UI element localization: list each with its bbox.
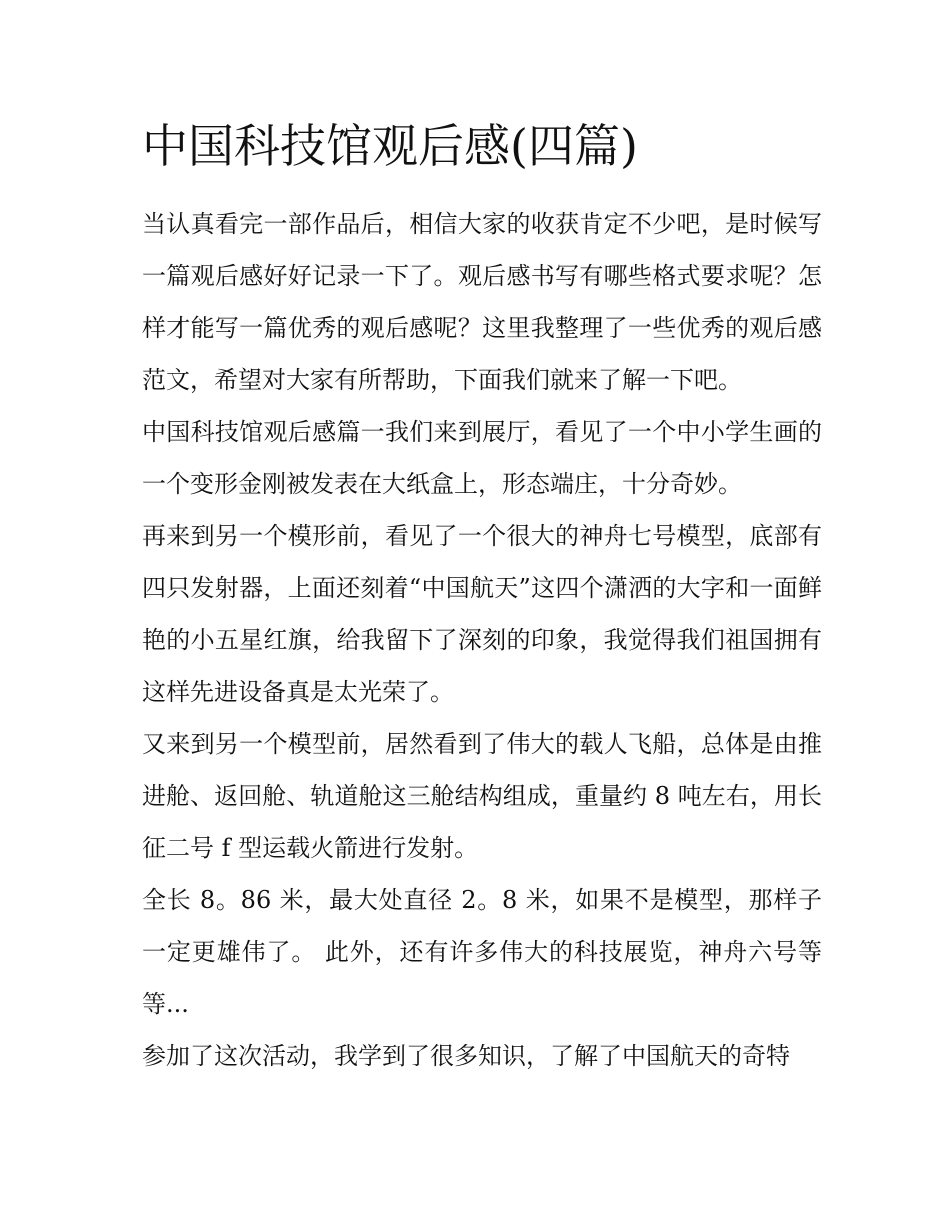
paragraph-5: 参加了这次活动，我学到了很多知识，了解了中国航天的奇特 xyxy=(142,1042,790,1070)
paragraph-4: 全长 8。86 米，最大处直径 2。8 米，如果不是模型，那样子一定更雄伟了。 此外，还有许多伟大的科技展览，神舟六号等等... xyxy=(142,886,822,1018)
document-title: 中国科技馆观后感(四篇) xyxy=(142,119,638,173)
paragraph-1: 中国科技馆观后感篇一我们来到展厅，看见了一个中小学生画的一个变形金刚被发表在大纸盒上，形态端庄，十分奇妙。 xyxy=(142,418,822,498)
paragraph-intro: 当认真看完一部作品后，相信大家的收获肯定不少吧，是时候写一篇观后感好好记录一下了。观后感书写有哪些格式要求呢？怎样才能写一篇优秀的观后感呢？这里我整理了一些优秀的观后感范文，希望对大家有所帮助，下面我们就来了解一下吧。 xyxy=(142,210,822,394)
paragraph-2: 再来到另一个模形前，看见了一个很大的神舟七号模型，底部有四只发射器，上面还刻着“中国航天”这四个潇洒的大字和一面鲜艳的小五星红旗，给我留下了深刻的印象，我觉得我们祖国拥有这样先进设备真是太光荣了。 xyxy=(142,522,822,706)
document-page xyxy=(142,112,822,1082)
paragraph-3: 又来到另一个模型前，居然看到了伟大的载人飞船，总体是由推进舱、返回舱、轨道舱这三舱结构组成，重量约 8 吨左右，用长征二号 f 型运载火箭进行发射。 xyxy=(142,730,822,862)
